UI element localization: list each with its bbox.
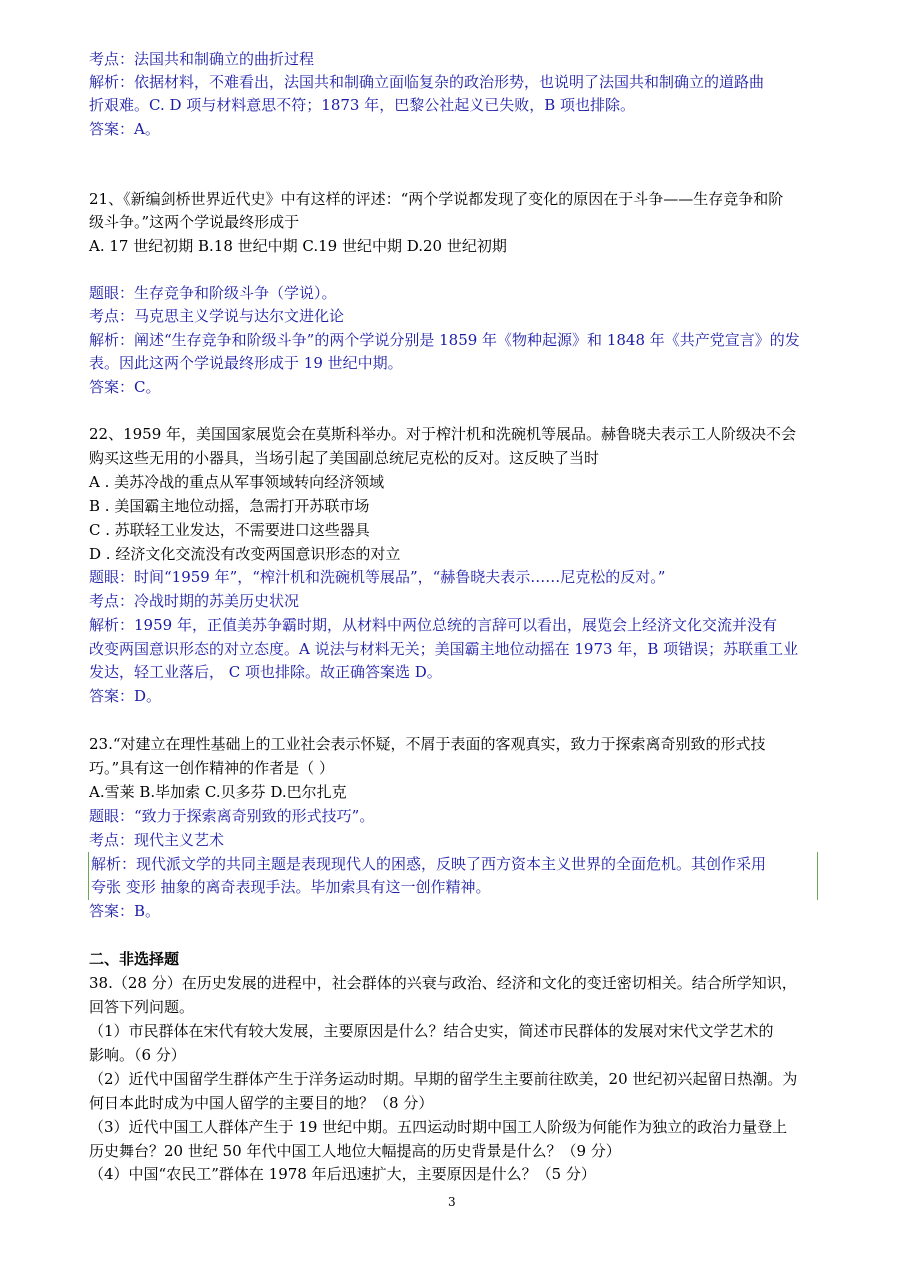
q21-answer: 答案：C。 [89, 378, 161, 396]
q22-option-a: A . 美苏冷战的重点从军事领域转向经济领域 [89, 473, 385, 491]
q38-sub1-line1: （1）市民群体在宋代有较大发展，主要原因是什么？结合史实，简述市民群体的发展对宋代文学艺术的 [89, 1022, 774, 1040]
q22-jiexi-line1: 解析：1959 年，正值美苏争霸时期，从材料中两位总统的言辞可以看出，展览会上经济文化交流并没有 [89, 616, 777, 634]
q23-jiexi-line2: 夸张 变形 抽象的离奇表现手法。毕加索具有这一创作精神。 [91, 878, 491, 896]
q22-answer: 答案：D。 [89, 687, 162, 705]
q22-option-b: B . 美国霸主地位动摇，急需打开苏联市场 [89, 497, 370, 515]
q22-kaodian: 考点：冷战时期的苏美历史状况 [89, 592, 300, 610]
q38-stem-line2: 回答下列问题。 [89, 998, 195, 1016]
q22-stem-line2: 购买这些无用的小器具，当场引起了美国副总统尼克松的反对。这反映了当时 [89, 449, 600, 467]
q38-sub4: （4）中国“农民工”群体在 1978 年后迅速扩大，主要原因是什么？（5 分） [89, 1165, 596, 1183]
q23-kaodian: 考点：现代主义艺术 [89, 831, 225, 849]
q22-option-d: D . 经济文化交流没有改变两国意识形态的对立 [89, 545, 401, 563]
q20-kaodian: 考点：法国共和制确立的曲折过程 [89, 50, 315, 68]
q38-sub2-line1: （2）近代中国留学生群体产生于洋务运动时期。早期的留学生主要前往欧美，20 世纪初兴起留日热潮。为 [89, 1070, 798, 1088]
q21-jiexi-line1: 解析：阐述“生存竞争和阶级斗争”的两个学说分别是 1859 年《物种起源》和 1848 年《共产党宣言》的发 [89, 331, 800, 349]
q21-jiexi-line2: 表。因此这两个学说最终形成于 19 世纪中期。 [89, 354, 403, 372]
q22-option-c: C . 苏联轻工业发达，不需要进口这些器具 [89, 521, 370, 539]
q23-tiyan: 题眼：“致力于探索离奇别致的形式技巧”。 [89, 807, 375, 825]
q20-answer: 答案：A。 [89, 120, 160, 138]
q23-stem-line1: 23.“对建立在理性基础上的工业社会表示怀疑，不屑于表面的客观真实，致力于探索离奇别致的形式技 [89, 735, 766, 753]
q22-tiyan: 题眼：时间“1959 年”，“榨汁机和洗碗机等展品”，“赫鲁晓夫表示……尼克松的反对。” [89, 568, 666, 586]
q38-sub3-line1: （3）近代中国工人群体产生于 19 世纪中期。五四运动时期中国工人阶级为何能作为独立的政治力量登上 [89, 1118, 788, 1136]
q38-sub1-line2: 影响。（6 分） [89, 1046, 186, 1064]
q21-stem-line1: 21、《新编剑桥世界近代史》中有这样的评述：“两个学说都发现了变化的原因在于斗争——生存竞争和阶 [89, 190, 784, 208]
page-number: 3 [448, 1195, 456, 1209]
q22-jiexi-line3: 发达，轻工业落后， C 项也排除。故正确答案选 D。 [89, 663, 442, 681]
q23-jiexi-line1: 解析：现代派文学的共同主题是表现现代人的困惑，反映了西方资本主义世界的全面危机。其创作采用 [91, 855, 767, 873]
q21-options: A. 17 世纪初期 B.18 世纪中期 C.19 世纪中期 D.20 世纪初期 [89, 237, 507, 255]
section-heading: 二、非选择题 [89, 950, 180, 968]
q23-options: A.雪莱 B.毕加索 C.贝多芬 D.巴尔扎克 [89, 783, 347, 801]
q21-tiyan: 题眼：生存竞争和阶级斗争（学说）。 [89, 284, 337, 302]
q22-jiexi-line2: 改变两国意识形态的对立态度。A 说法与材料无关；美国霸主地位动摇在 1973 年，B 项错误；苏联重工业 [89, 640, 799, 658]
q38-sub2-line2: 何日本此时成为中国人留学的主要目的地？（8 分） [89, 1094, 434, 1112]
q38-stem-line1: 38.（28 分）在历史发展的进程中，社会群体的兴衰与政治、经济和文化的变迁密切相关。结合所学知识， [89, 974, 797, 992]
q20-jiexi-line2: 折艰难。C. D 项与材料意思不符；1873 年，巴黎公社起义已失败，B 项也排除。 [89, 96, 636, 114]
q21-kaodian: 考点：马克思主义学说与达尔文进化论 [89, 307, 345, 325]
q23-stem-line2: 巧。”具有这一创作精神的作者是（ ） [89, 759, 334, 777]
q38-sub3-line2: 历史舞台？20 世纪 50 年代中国工人地位大幅提高的历史背景是什么？（9 分） [89, 1142, 621, 1160]
q20-jiexi-line1: 解析：依据材料，不难看出，法国共和制确立面临复杂的政治形势，也说明了法国共和制确立的道路曲 [89, 73, 765, 91]
q21-stem-line2: 级斗争。”这两个学说最终形成于 [89, 213, 300, 231]
q23-answer: 答案：B。 [89, 902, 161, 920]
q22-stem-line1: 22、1959 年，美国国家展览会在莫斯科举办。对于榨汁机和洗碗机等展品。赫鲁晓夫表示工人阶级决不会 [89, 425, 797, 443]
